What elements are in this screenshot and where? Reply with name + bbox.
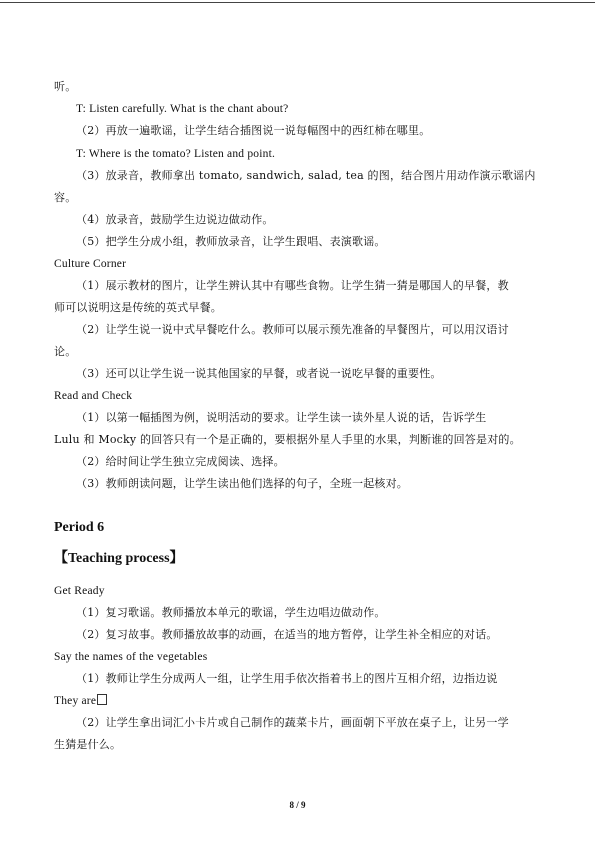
page-top-border bbox=[0, 2, 595, 3]
text-line: 听。 bbox=[54, 80, 77, 93]
text-line: （2）让学生说一说中式早餐吃什么。教师可以展示预先准备的早餐图片，可以用汉语讨 bbox=[76, 323, 509, 336]
text-line: （1）教师让学生分成两人一组，让学生用手依次指着书上的图片互相介绍，边指边说 bbox=[76, 672, 498, 685]
text-line: （2）让学生拿出词汇小卡片或自己制作的蔬菜卡片，画面朝下平放在桌子上，让另一学 bbox=[76, 716, 509, 729]
text-line: 论。 bbox=[54, 345, 77, 358]
text-line: （2）给时间让学生独立完成阅读、选择。 bbox=[76, 455, 285, 468]
text-line: Lulu 和 Mocky 的回答只有一个是正确的，要根据外星人手里的水果，判断谁的回答是对的。 bbox=[54, 433, 521, 446]
teacher-line: T: Listen carefully. What is the chant about? bbox=[76, 103, 289, 115]
missing-glyph-box-icon bbox=[97, 694, 107, 705]
text-line: （3）放录音，教师拿出 tomato, sandwich, salad, tea 的图，结合图片用动作演示歌谣内 bbox=[76, 169, 536, 182]
text-line: （5）把学生分成小组，教师放录音，让学生跟唱、表演歌谣。 bbox=[76, 235, 386, 248]
section-label-culture-corner: Culture Corner bbox=[54, 258, 127, 270]
text-line: 师可以说明这是传统的英式早餐。 bbox=[54, 301, 222, 314]
page-number: 8 / 9 bbox=[289, 800, 306, 810]
text-line: （2）复习故事。教师播放故事的动画，在适当的地方暂停，让学生补全相应的对话。 bbox=[76, 628, 498, 641]
text-line: （3）还可以让学生说一说其他国家的早餐，或者说一说吃早餐的重要性。 bbox=[76, 367, 442, 380]
text-line: （2）再放一遍歌谣，让学生结合插图说一说每幅图中的西红柿在哪里。 bbox=[76, 124, 431, 137]
text-line: （3）教师朗读问题，让学生读出他们选择的句子，全班一起核对。 bbox=[76, 477, 408, 490]
text-line: 生猜是什么。 bbox=[54, 738, 122, 751]
section-label-read-and-check: Read and Check bbox=[54, 390, 133, 402]
teaching-process-heading: 【Teaching process】 bbox=[54, 551, 184, 566]
section-label-say-the-names: Say the names of the vegetables bbox=[54, 651, 208, 663]
section-label-get-ready: Get Ready bbox=[54, 585, 105, 597]
text-line: （1）以第一幅插图为例，说明活动的要求。让学生读一读外星人说的话，告诉学生 bbox=[76, 411, 487, 424]
text-line: 容。 bbox=[54, 191, 77, 204]
text-line: （1）展示教材的图片，让学生辨认其中有哪些食物。让学生猜一猜是哪国人的早餐，教 bbox=[76, 279, 509, 292]
teacher-line: T: Where is the tomato? Listen and point. bbox=[76, 148, 276, 160]
text-fragment: They are bbox=[54, 695, 97, 707]
period-heading: Period 6 bbox=[54, 520, 105, 535]
text-line: （4）放录音，鼓励学生边说边做动作。 bbox=[76, 213, 274, 226]
text-line: （1）复习歌谣。教师播放本单元的歌谣，学生边唱边做动作。 bbox=[76, 606, 386, 619]
text-line bbox=[54, 694, 107, 708]
